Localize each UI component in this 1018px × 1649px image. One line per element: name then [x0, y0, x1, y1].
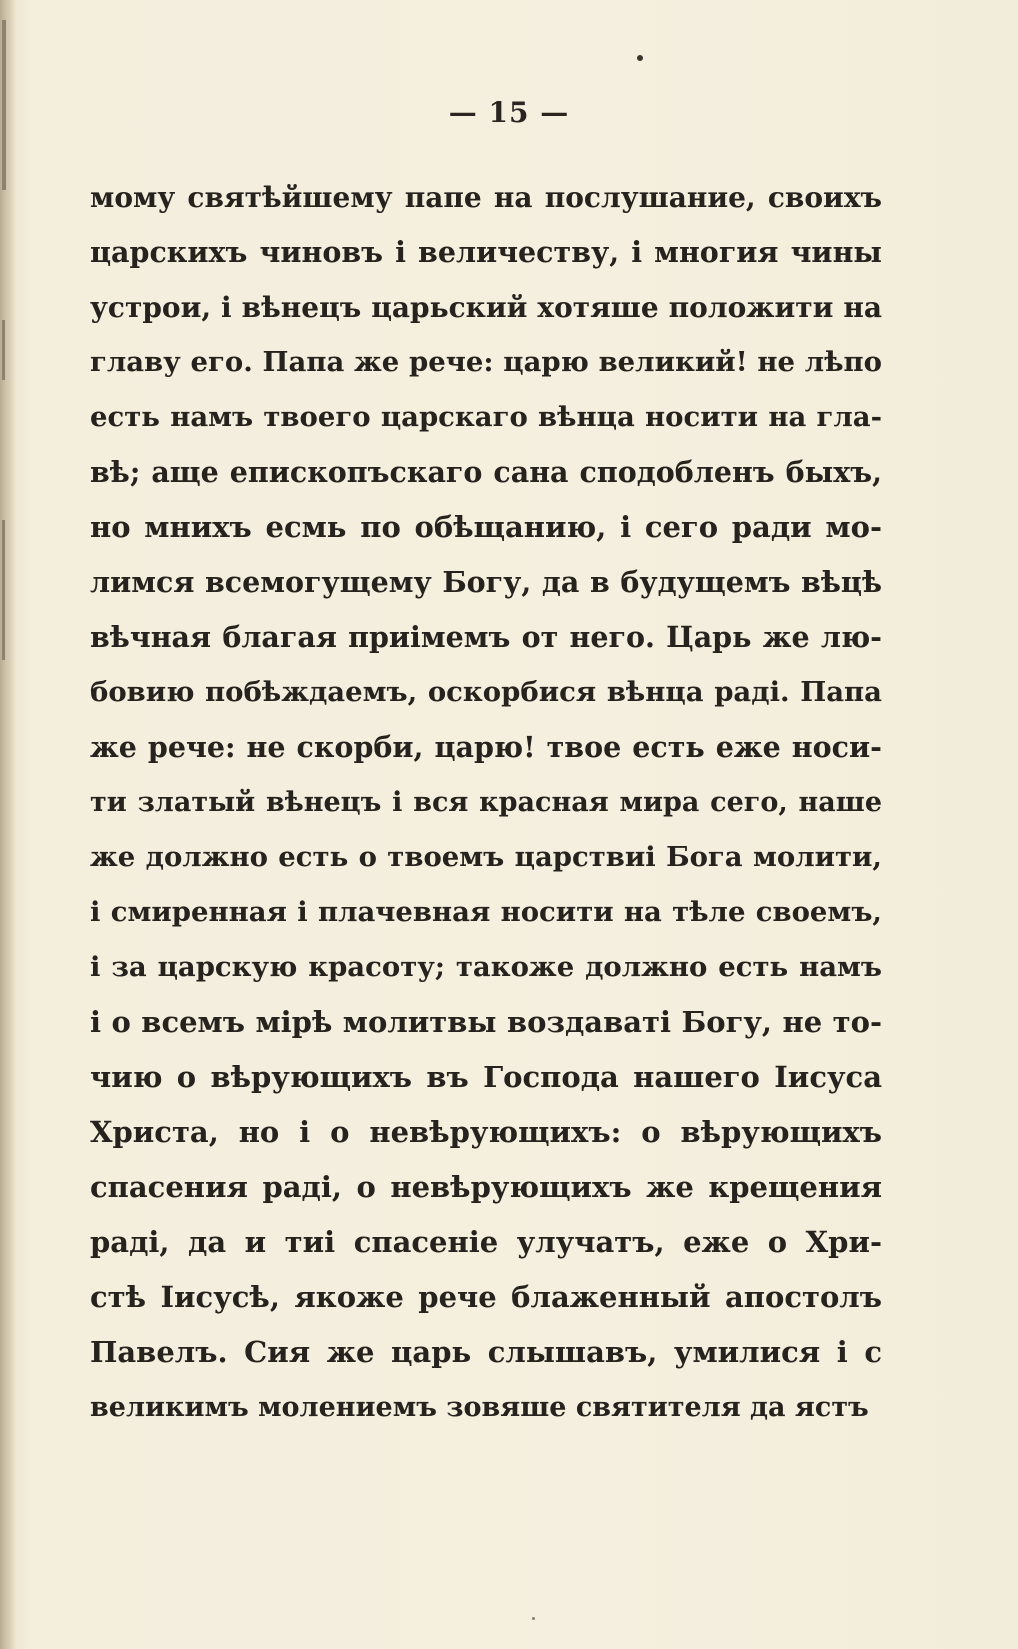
text-line: Христа, но і о невѣрующихъ: о вѣрующихъ: [90, 1115, 882, 1149]
text-line: і за царскую красоту; такоже должно есть намъ: [90, 951, 882, 983]
page-number: — 15 —: [448, 96, 570, 129]
binding-mark: [2, 320, 5, 380]
text-line: но мнихъ есмь по обѣщанию, і сего ради мо-: [90, 510, 882, 544]
text-line: главу его. Папа же рече: царю великий! не лѣпо: [90, 346, 882, 378]
text-line: Павелъ. Сия же царь слышавъ, умилися і с: [90, 1335, 882, 1369]
ink-speck: [637, 55, 643, 61]
ink-speck: [532, 1617, 535, 1620]
binding-edge: [0, 0, 16, 1649]
text-line: же рече: не скорби, царю! твое есть еже носи-: [90, 730, 882, 764]
text-line: устрои, і вѣнецъ царьский хотяше положити на: [90, 291, 882, 324]
text-line: і о всемъ мірѣ молитвы воздаваті Богу, не то-: [90, 1005, 882, 1039]
text-line: стѣ Іисусѣ, якоже рече блаженный апостолъ: [90, 1280, 882, 1314]
binding-mark: [2, 520, 5, 660]
text-line: ти златый вѣнецъ і вся красная мира сего, наше: [90, 787, 882, 818]
text-line: чию о вѣрующихъ въ Господа нашего Іисуса: [90, 1060, 882, 1094]
text-line: вѣчная благая приімемъ от него. Царь же лю-: [90, 620, 882, 654]
text-line: вѣ; аще епископъскаго сана сподобленъ быхъ,: [90, 455, 882, 489]
text-line: раді, да и тиі спасеніе улучатъ, еже о Хри-: [90, 1225, 882, 1259]
text-line: есть намъ твоего царскаго вѣнца носити на гла-: [90, 401, 882, 433]
text-line: великимъ молениемъ зовяше святителя да ястъ: [90, 1392, 869, 1423]
text-line: мому святѣйшему папе на послушание, своихъ: [90, 181, 882, 214]
text-line: царскихъ чиновъ і величеству, і многия чины: [90, 235, 882, 269]
text-line: спасения раді, о невѣрующихъ же крещения: [90, 1170, 882, 1204]
text-line: лимся всемогущему Богу, да в будущемъ вѣцѣ: [90, 565, 882, 599]
text-body: [90, 170, 882, 1435]
text-line: бовию побѣждаемъ, оскорбися вѣнца раді. Папа: [90, 676, 882, 708]
text-line: і смиренная і плачевная носити на тѣле своемъ,: [90, 896, 882, 928]
text-line: же должно есть о твоемъ царствиі Бога молити,: [90, 841, 882, 873]
